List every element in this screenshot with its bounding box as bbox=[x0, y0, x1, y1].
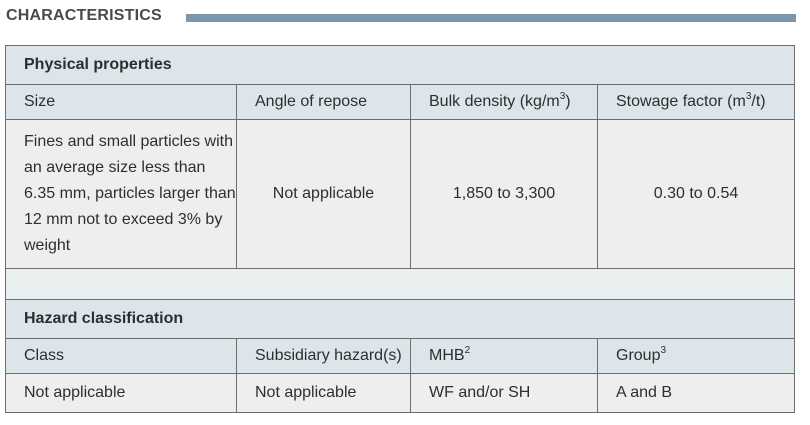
angle-of-repose-value: Not applicable bbox=[237, 120, 411, 269]
mhb-header: MHB$^2$ bbox=[411, 339, 598, 374]
stowage-factor-value: 0.30 to 0.54 bbox=[598, 120, 795, 269]
physical-values-row bbox=[6, 120, 795, 269]
stowage-factor-header: Stowage factor $(m^3/t)$ bbox=[598, 85, 795, 120]
size-header: Size bbox=[6, 85, 237, 120]
size-value: Fines and small particles with an average size less than 6.35 mm, particles larger than 12 mm not to exceed 3% by weight bbox=[6, 120, 237, 269]
physical-header-row bbox=[6, 85, 795, 120]
hazard-header-row bbox=[6, 339, 795, 374]
class-header: Class bbox=[6, 339, 237, 374]
spacer-row bbox=[6, 269, 795, 300]
section-heading-row bbox=[6, 7, 796, 29]
hazard-values-row bbox=[6, 374, 795, 413]
physical-properties-title: Physical properties bbox=[6, 46, 795, 85]
section-heading: CHARACTERISTICS bbox=[6, 7, 162, 24]
group-header: Group$^3$ bbox=[598, 339, 795, 374]
class-value: Not applicable bbox=[6, 374, 237, 413]
angle-of-repose-header: Angle of repose bbox=[237, 85, 411, 120]
group-value: A and B bbox=[598, 374, 795, 413]
physical-properties-row bbox=[6, 46, 795, 85]
heading-rule bbox=[186, 14, 796, 22]
hazard-classification-row bbox=[6, 300, 795, 339]
subsidiary-hazard-value: Not applicable bbox=[237, 374, 411, 413]
bulk-density-value: 1,850 to 3,300 bbox=[411, 120, 598, 269]
subsidiary-hazard-header: Subsidiary hazard(s) bbox=[237, 339, 411, 374]
hazard-classification-title: Hazard classification bbox=[6, 300, 795, 339]
spacer-cell bbox=[6, 269, 795, 300]
mhb-value: WF and/or SH bbox=[411, 374, 598, 413]
bulk-density-header: Bulk density $(kg/m^3)$ bbox=[411, 85, 598, 120]
characteristics-table bbox=[5, 45, 795, 413]
